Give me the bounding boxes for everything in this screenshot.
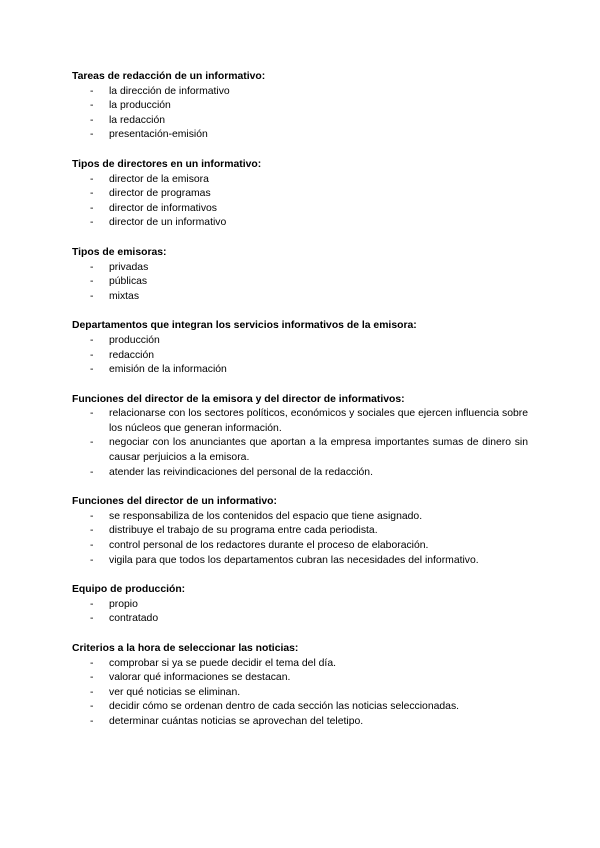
dash-bullet: - xyxy=(90,85,94,97)
list-item-text: comprobar si ya se puede decidir el tema del día. xyxy=(109,657,336,669)
dash-bullet: - xyxy=(90,613,94,625)
list-item xyxy=(72,436,528,465)
list-item xyxy=(72,85,528,100)
section-heading: Tipos de directores en un informativo: xyxy=(72,158,262,170)
list-item xyxy=(72,612,528,627)
list-item-text: vigila para que todos los departamentos cubran las necesidades del informativo. xyxy=(109,554,479,566)
bullet-list xyxy=(72,407,528,480)
document-section xyxy=(72,642,528,730)
list-item xyxy=(72,99,528,114)
section-heading: Criterios a la hora de seleccionar las noticias: xyxy=(72,643,299,654)
document-page xyxy=(72,70,528,745)
list-item-text: propio xyxy=(109,598,138,610)
dash-bullet: - xyxy=(90,100,94,112)
list-item xyxy=(72,598,528,613)
dash-bullet: - xyxy=(90,701,94,713)
list-item-text: director de programas xyxy=(109,188,211,200)
dash-bullet: - xyxy=(90,672,94,684)
list-item xyxy=(72,114,528,129)
bullet-list xyxy=(72,85,528,143)
section-heading: Tipos de emisoras: xyxy=(72,246,167,258)
document-section xyxy=(72,319,528,377)
list-item-text: decidir cómo se ordenan dentro de cada sección las noticias seleccionadas. xyxy=(109,701,460,713)
list-item xyxy=(72,261,528,276)
list-item xyxy=(72,700,528,715)
document-section xyxy=(72,495,528,568)
list-item xyxy=(72,349,528,364)
list-item xyxy=(72,407,528,436)
dash-bullet: - xyxy=(90,686,94,698)
list-item-text: mixtas xyxy=(109,290,140,302)
section-heading: Funciones del director de la emisora y del director de informativos: xyxy=(72,393,405,405)
list-item xyxy=(72,554,528,569)
list-item-text: la producción xyxy=(109,100,171,112)
dash-bullet: - xyxy=(90,437,94,449)
section-heading: Departamentos que integran los servicios informativos de la emisora: xyxy=(72,320,417,332)
list-item xyxy=(72,466,528,481)
list-item xyxy=(72,671,528,686)
list-item xyxy=(72,216,528,231)
dash-bullet: - xyxy=(90,188,94,200)
document-section xyxy=(72,583,528,627)
dash-bullet: - xyxy=(90,173,94,185)
dash-bullet: - xyxy=(90,540,94,552)
list-item-text: la dirección de informativo xyxy=(109,85,230,97)
list-item-text: redacción xyxy=(109,349,155,361)
section-heading: Funciones del director de un informativo: xyxy=(72,496,277,508)
list-item xyxy=(72,510,528,525)
list-item xyxy=(72,128,528,143)
list-item-text: atender las reivindicaciones del personal de la redacción. xyxy=(109,466,373,478)
list-item-text: negociar con los anunciantes que aportan a la empresa importantes sumas de dinero sin causar perjuicios a la emisora. xyxy=(109,437,528,464)
list-item xyxy=(72,290,528,305)
list-item xyxy=(72,686,528,701)
section-heading: Tareas de redacción de un informativo: xyxy=(72,71,266,82)
document-section xyxy=(72,70,528,143)
list-item-text: contratado xyxy=(109,613,159,625)
bullet-list xyxy=(72,261,528,305)
list-item-text: privadas xyxy=(109,261,149,273)
list-item xyxy=(72,173,528,188)
list-item-text: presentación-emisión xyxy=(109,129,208,141)
list-item-text: director de un informativo xyxy=(109,217,227,229)
bullet-list xyxy=(72,510,528,568)
list-item xyxy=(72,275,528,290)
list-item-text: valorar qué informaciones se destacan. xyxy=(109,672,291,684)
bullet-list xyxy=(72,657,528,730)
list-item-text: producción xyxy=(109,334,160,346)
list-item-text: públicas xyxy=(109,276,148,288)
dash-bullet: - xyxy=(90,202,94,214)
dash-bullet: - xyxy=(90,276,94,288)
list-item-text: relacionarse con los sectores políticos, económicos y sociales que ejercen influencia sobre los núcleos que generan información. xyxy=(109,408,528,434)
list-item xyxy=(72,539,528,554)
dash-bullet: - xyxy=(90,364,94,376)
list-item-text: distribuye el trabajo de su programa entre cada periodista. xyxy=(109,525,378,537)
dash-bullet: - xyxy=(90,510,94,522)
bullet-list xyxy=(72,334,528,378)
dash-bullet: - xyxy=(90,129,94,141)
dash-bullet: - xyxy=(90,598,94,610)
dash-bullet: - xyxy=(90,334,94,346)
document-section xyxy=(72,158,528,231)
list-item xyxy=(72,715,528,730)
bullet-list xyxy=(72,173,528,231)
list-item-text: ver qué noticias se eliminan. xyxy=(109,686,241,698)
list-item-text: director de informativos xyxy=(109,202,217,214)
list-item-text: determinar cuántas noticias se aprovechan del teletipo. xyxy=(109,715,364,727)
list-item xyxy=(72,524,528,539)
dash-bullet: - xyxy=(90,114,94,126)
list-item-text: la redacción xyxy=(109,114,166,126)
dash-bullet: - xyxy=(90,466,94,478)
dash-bullet: - xyxy=(90,349,94,361)
dash-bullet: - xyxy=(90,290,94,302)
list-item-text: emisión de la información xyxy=(109,364,227,376)
list-item-text: control personal de los redactores durante el proceso de elaboración. xyxy=(109,540,429,552)
list-item xyxy=(72,334,528,349)
list-item-text: se responsabiliza de los contenidos del espacio que tiene asignado. xyxy=(109,510,423,522)
dash-bullet: - xyxy=(90,525,94,537)
list-item xyxy=(72,202,528,217)
document-section xyxy=(72,246,528,304)
dash-bullet: - xyxy=(90,715,94,727)
dash-bullet: - xyxy=(90,408,94,420)
document-section xyxy=(72,393,528,481)
dash-bullet: - xyxy=(90,657,94,669)
dash-bullet: - xyxy=(90,261,94,273)
list-item xyxy=(72,657,528,672)
list-item-text: director de la emisora xyxy=(109,173,209,185)
list-item xyxy=(72,187,528,202)
bullet-list xyxy=(72,598,528,627)
list-item xyxy=(72,363,528,378)
dash-bullet: - xyxy=(90,554,94,566)
dash-bullet: - xyxy=(90,217,94,229)
section-heading: Equipo de producción: xyxy=(72,584,186,596)
